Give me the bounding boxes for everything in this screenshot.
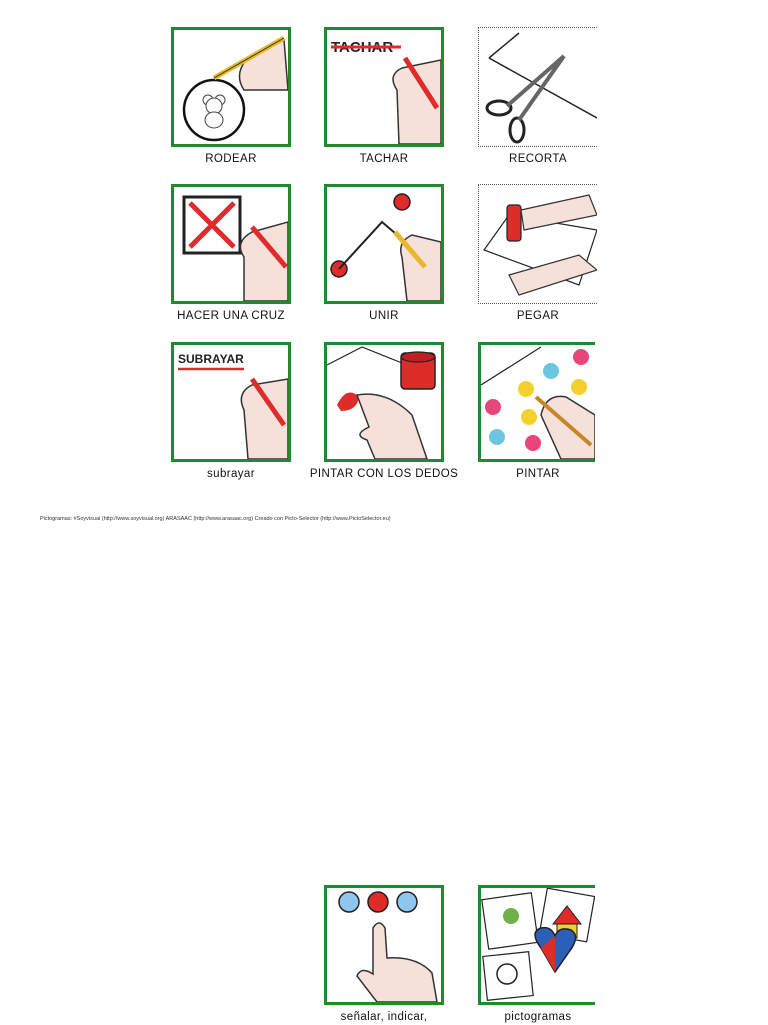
pintar-dedos-label: PINTAR CON LOS DEDOS <box>309 468 459 480</box>
unir-image <box>324 184 444 304</box>
tachar-inner-text: TACHAR <box>331 39 394 56</box>
subrayar-label: subrayar <box>207 468 255 480</box>
subrayar-image <box>171 342 291 462</box>
senalar-label: señalar, indicar, <box>340 1011 428 1023</box>
rodear-label: RODEAR <box>205 153 257 165</box>
senalar-image <box>324 885 444 1005</box>
pegar-image <box>478 184 597 304</box>
pintar-image <box>478 342 595 462</box>
pintar-label: PINTAR <box>516 468 560 480</box>
subrayar-inner-text: SUBRAYAR <box>178 352 244 366</box>
hacer-cruz-image <box>171 184 291 304</box>
tachar-image <box>324 27 444 147</box>
rodear-image <box>171 27 291 147</box>
pictogramas-label: pictogramas <box>504 1011 572 1023</box>
tachar-label: TACHAR <box>359 153 409 165</box>
pictogramas-image <box>478 885 595 1005</box>
attribution-footer: Pictogramas: #Soyvisual (http://www.soyvisual.org) ARASAAC (http://www.arasaac.org) Creado con Picto-Selector (http://www.PictoSelector.eu) <box>40 516 391 522</box>
hacer-cruz-label: HACER UNA CRUZ <box>177 310 285 322</box>
recorta-label: RECORTA <box>509 153 567 165</box>
pintar-dedos-image <box>324 342 444 462</box>
pegar-label: PEGAR <box>516 310 560 322</box>
unir-label: UNIR <box>369 310 399 322</box>
recorta-image <box>478 27 597 147</box>
